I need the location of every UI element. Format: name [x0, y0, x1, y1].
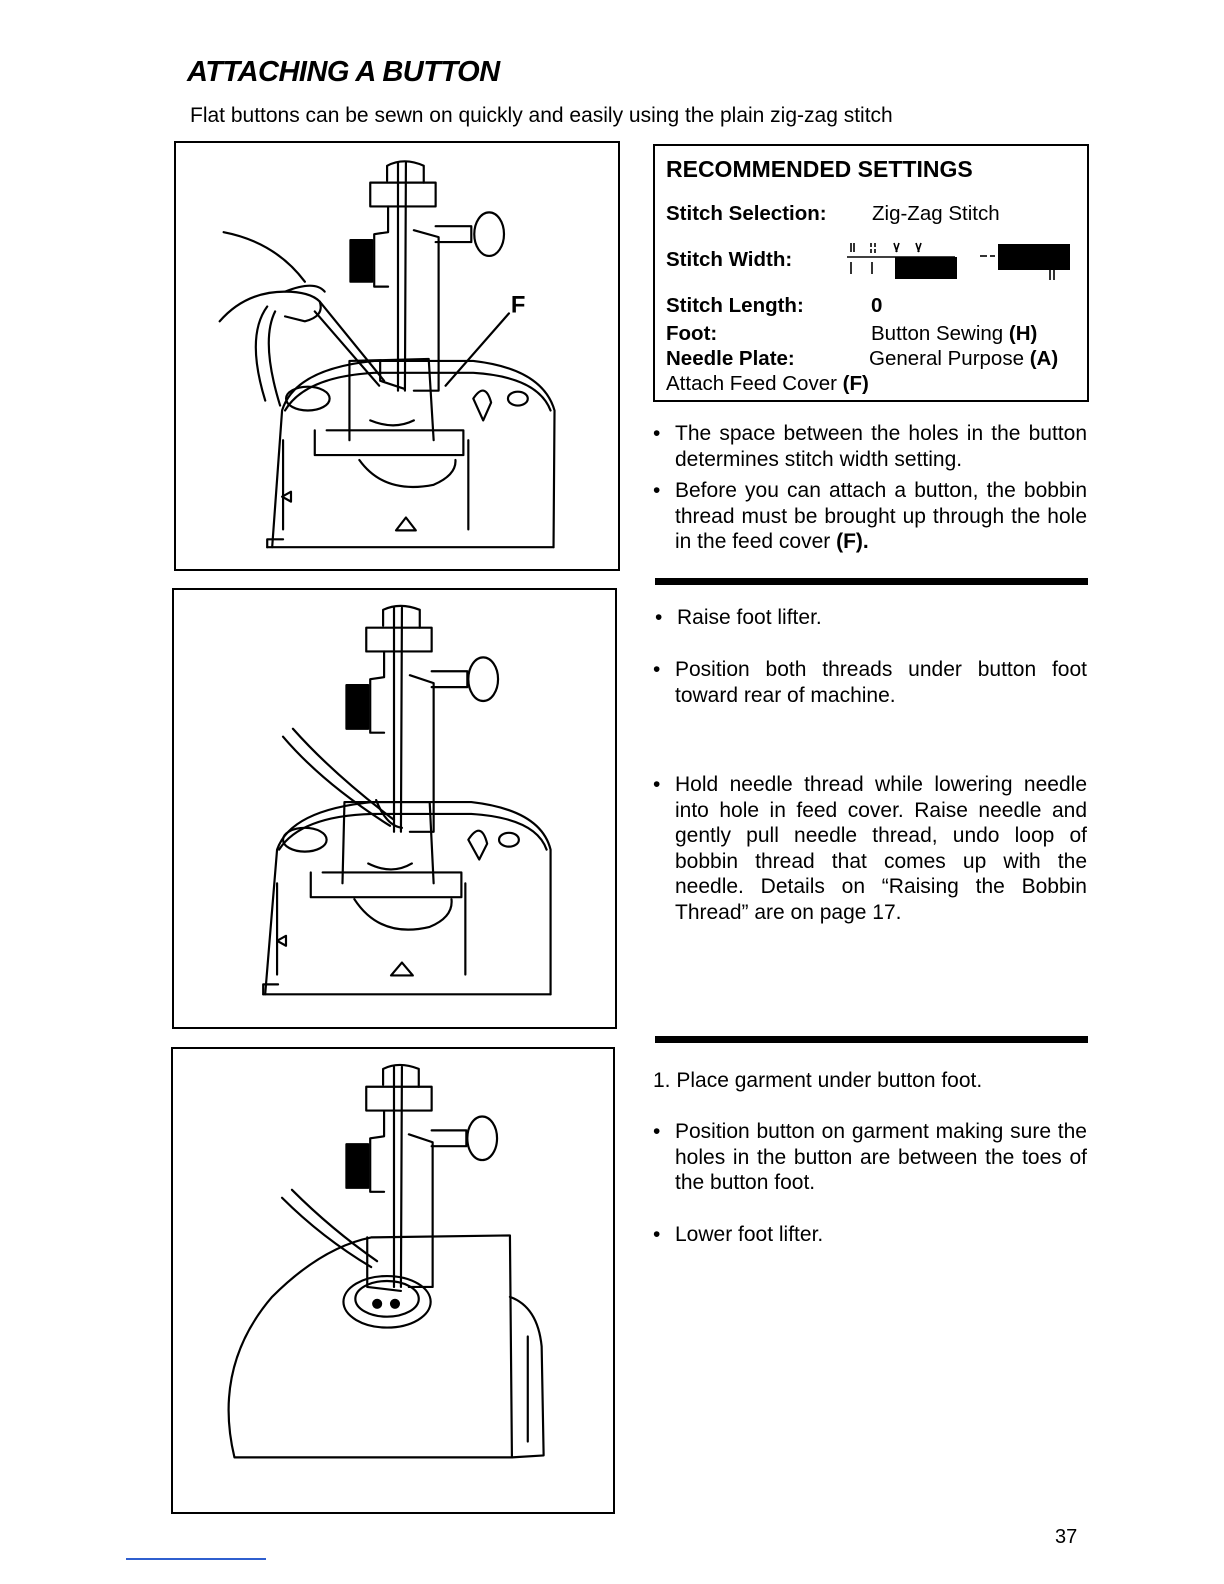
stitch-length-value: 0: [871, 294, 883, 317]
section2-bullet3: Hold needle thread while lowering needle into hole in feed cover. Raise needle and gently pull needle thread, undo loop of bobbin thread that comes up with the needle. Details on “Raising the Bobbin Thread” are on page 17.: [675, 773, 1087, 924]
stitch-selection-label: Stitch Selection:: [666, 202, 827, 225]
figure-feed-cover: [174, 141, 620, 571]
section3-step1: 1. Place garment under button foot.: [653, 1069, 983, 1092]
needle-plate-value: [869, 347, 1058, 371]
stitch-length-label: Stitch Length:: [666, 294, 804, 317]
stitch-width-label: Stitch Width:: [666, 248, 793, 271]
bullet: •: [653, 1120, 661, 1143]
list-item: [653, 478, 1087, 555]
section1-bullet2: Before you can attach a button, the bobbin thread must be brought up through the hole in the feed cover: [675, 479, 1087, 553]
list-item: [655, 605, 1089, 631]
feed-cover-line: [666, 372, 869, 396]
section2-step3: [653, 772, 1087, 925]
label-f: F: [510, 291, 526, 319]
sewing-machine-feed-cover-illustration: [176, 143, 618, 569]
bullet: •: [655, 606, 663, 629]
section2-bullet2: Position both threads under button foot toward rear of machine.: [675, 658, 1087, 707]
needle-plate-code: (A): [1029, 347, 1059, 370]
section2-step1: [655, 605, 1089, 631]
figure-threads-under-foot: [172, 588, 617, 1029]
bullet: •: [653, 1223, 661, 1246]
section1-bullet2-wrap: [675, 478, 1087, 555]
section1-bullet2-code: (F).: [836, 530, 869, 553]
bullet: •: [653, 479, 661, 502]
foot-value: [871, 322, 1037, 346]
sewing-machine-threads-illustration: [174, 590, 615, 1027]
sewing-machine-button-illustration: [173, 1049, 613, 1512]
section3-bullet2: Lower foot lifter.: [675, 1223, 824, 1246]
foot-label: Foot:: [666, 322, 718, 345]
stitch-selection-value: Zig-Zag Stitch: [872, 202, 1000, 225]
foot-code: (H): [1008, 322, 1038, 345]
page-subtitle: Flat buttons can be sewn on quickly and easily using the plain zig-zag stitch: [190, 104, 893, 127]
figure-button-on-garment: [171, 1047, 615, 1514]
section1-bullet1: The space between the holes in the button determines stitch width setting.: [675, 422, 1087, 471]
needle-plate-name: General Purpose: [869, 347, 1024, 370]
list-item: [653, 421, 1087, 472]
page-title: ATTACHING A BUTTON: [187, 56, 500, 88]
section1-instructions: [653, 421, 1087, 555]
list-item: [653, 657, 1087, 708]
section2-bullet1: Raise foot lifter.: [677, 606, 822, 629]
section2-step2: [653, 657, 1087, 708]
feed-cover-code: (F): [842, 372, 869, 395]
bullet: •: [653, 773, 661, 796]
settings-heading: RECOMMENDED SETTINGS: [666, 156, 973, 182]
bullet: •: [653, 422, 661, 445]
page-number: 37: [1055, 1526, 1078, 1548]
recommended-settings-box: [653, 144, 1089, 402]
stitch-width-scale-icon: [847, 240, 1073, 284]
section-divider: [655, 1036, 1088, 1043]
section3-bullet1: Position button on garment making sure the holes in the button are between the toes of the button foot.: [675, 1120, 1087, 1194]
section-divider: [655, 578, 1088, 585]
feed-cover-text: Attach Feed Cover: [666, 372, 837, 395]
section3-position-button: [653, 1119, 1087, 1196]
needle-plate-label: Needle Plate:: [666, 347, 795, 370]
footer-line: [126, 1558, 266, 1560]
list-item: [653, 772, 1087, 925]
list-item: [653, 1222, 1087, 1248]
section3-lower-foot: [653, 1222, 1087, 1248]
list-item: [653, 1119, 1087, 1196]
bullet: •: [653, 658, 661, 681]
foot-name: Button Sewing: [871, 322, 1004, 345]
